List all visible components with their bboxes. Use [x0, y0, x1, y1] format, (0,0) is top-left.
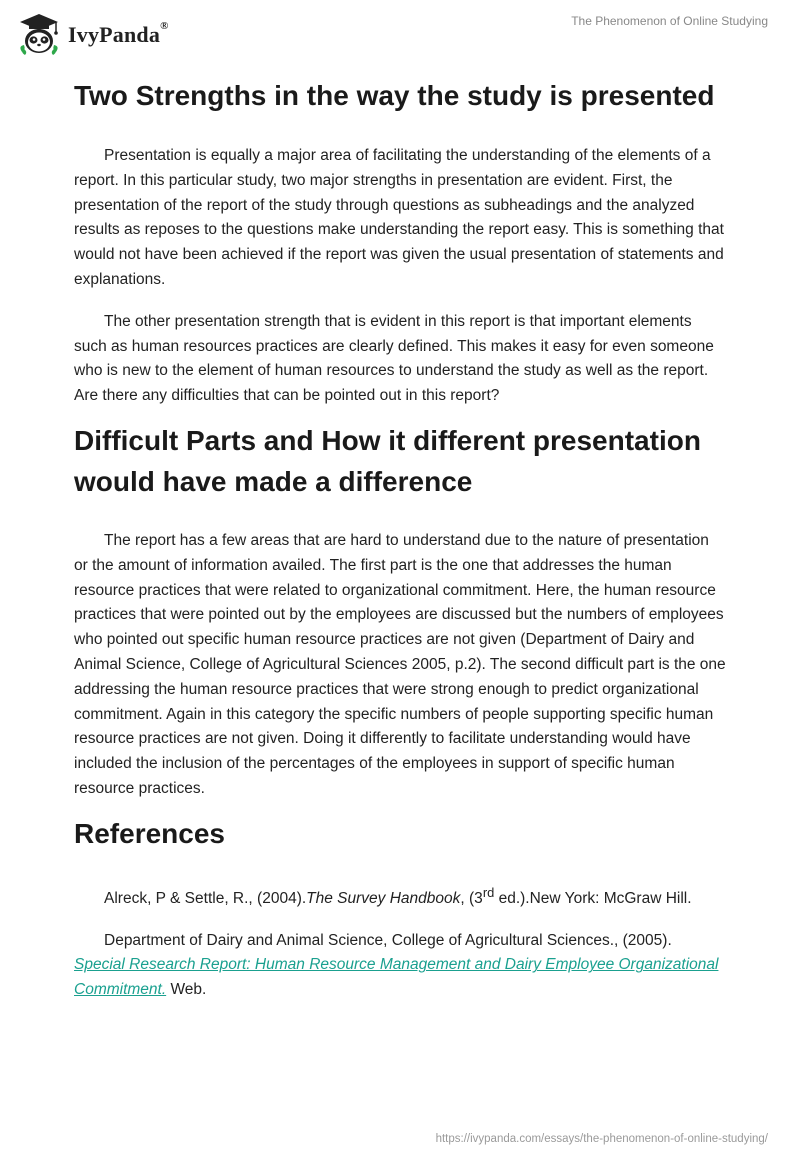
panda-graduate-logo-icon — [16, 12, 62, 58]
paragraph-strengths-1: Presentation is equally a major area of facilitating the understanding of the elements of a report. In this particular study, two major strengths in presentation are evident. First, the presentation of the report of the study through questions as subheadings and the analyzed results as reposes to the questions make understanding the report easy. This is something that would not have been achieved if the report was given the usual presentation of statements and explanations. — [74, 147, 724, 288]
reference-link[interactable]: Special Research Report: Human Resource Management and Dairy Employee Organizational Commitment. — [74, 956, 719, 999]
logo-text: IvyPanda® — [68, 20, 169, 47]
reference-book-title: The Survey Handbook — [306, 889, 461, 907]
footer-url: https://ivypanda.com/essays/the-phenomenon-of-online-studying/ — [435, 1133, 768, 1145]
page-header — [0, 0, 800, 70]
reference-item: Alreck, P & Settle, R., (2004).The Survey Handbook, (3rd ed.).New York: McGraw Hill. — [104, 884, 692, 907]
heading-difficult-parts: Difficult Parts and How it different presentation would have made a difference — [74, 424, 701, 497]
reference-item: Department of Dairy and Animal Science, College of Agricultural Sciences., (2005). Special Research Report: Human Resource Management and Dairy Employee Organizational Commitment. Web. — [74, 931, 719, 999]
registered-mark: ® — [160, 20, 169, 32]
heading-strengths: Two Strengths in the way the study is presented — [74, 80, 715, 111]
essay-content — [74, 72, 726, 1003]
ivypanda-logo[interactable] — [16, 12, 169, 58]
heading-references: References — [74, 817, 225, 849]
paragraph-strengths-2: The other presentation strength that is evident in this report is that important elements such as human resources practices are clearly defined. This makes it easy for even someone who is new to the element of human resources to understand the study as well as the report. Are there any difficulties that can be pointed out in this report? — [74, 312, 714, 405]
document-title: The Phenomenon of Online Studying — [571, 14, 768, 28]
paragraph-difficult-parts: The report has a few areas that are hard to understand due to the nature of presentation or the amount of information availed. The first part is the one that addresses the human resource practices that were related to organizational commitment. Here, the human resource practices that were pointed out by the employees are discussed but the numbers of employees who pointed out specific human resource practices are not given (Department of Dairy and Animal Science, College of Agricultural Sciences 2005, p.2). The second difficult part is the one addressing the human resource practices that were strong enough to predict organizational commitment. Again in this category the specific numbers of people supporting specific human resource practices are not given. Doing it differently to facilitate understanding would have included the inclusion of the percentages of the employees in support of specific human resource practices. — [74, 531, 726, 797]
